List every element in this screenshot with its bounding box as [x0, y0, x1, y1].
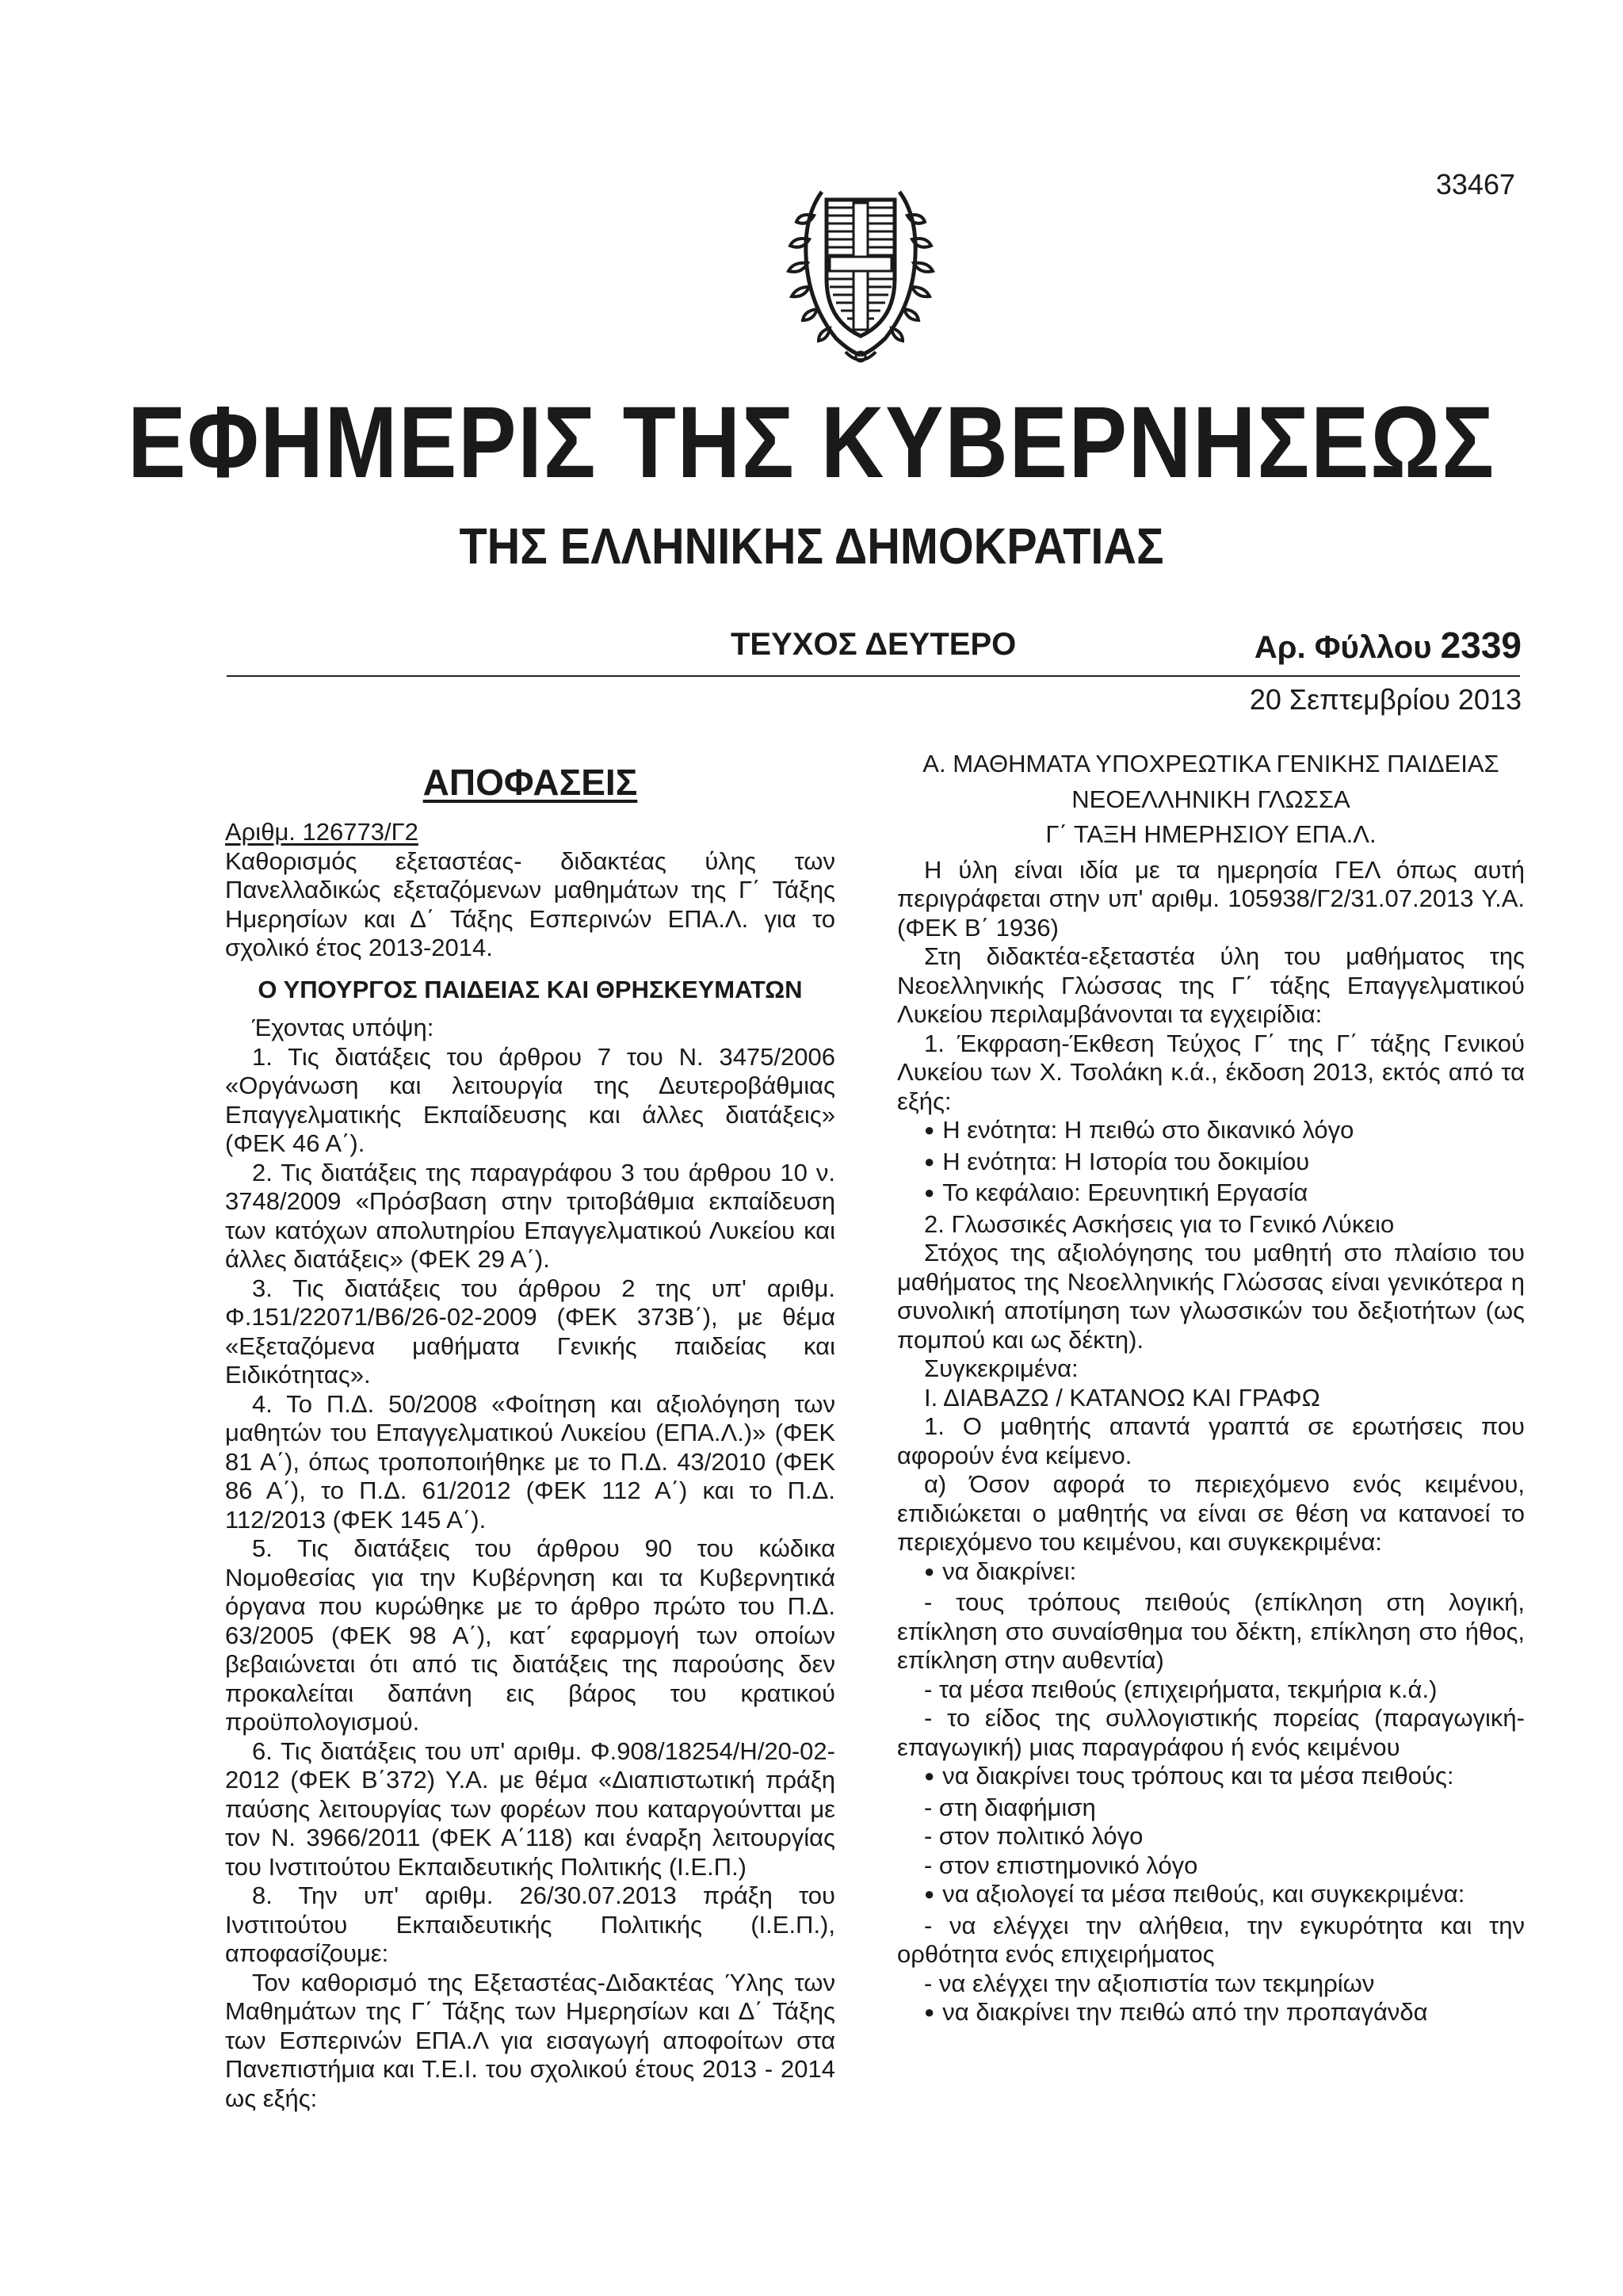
paragraph: - στον επιστημονικό λόγο [924, 1851, 1198, 1879]
paragraph: 5. Τις διατάξεις του άρθρου 90 του κώδικα Νομοθεσίας για την Κυβέρνηση και τα Κυβερνητικά όργανα που κυρώθηκε με το άρθρο πρώτο του Π.Δ. 63/2005 (ΦΕΚ 98 Α΄), κατ΄ εφαρμογή των οποίων βεβαιώνεται ότι από τις διατάξεις της παρούσης δεν προκαλείται δαπάνη εις βάρος του κρατικού προϋπολογισμού. [225, 1534, 835, 1736]
subject-heading: Γ΄ ΤΑΞΗ ΗΜΕΡΗΣΙΟΥ ΕΠΑ.Λ. [1045, 820, 1377, 848]
paragraph: 6. Τις διατάξεις του υπ' αριθμ. Φ.908/18254/Η/20-02-2012 (ΦΕΚ Β΄372) Υ.Α. με θέμα «Διαπιστωτική πράξη παύσης λειτουργίας των φορέων που καταργούντται με τον Ν. 3966/2011 (ΦΕΚ Α΄118) και έναρξη λειτουργίας του Ινστιτούτου Εκπαιδευτικής Πολιτικής (Ι.Ε.Π.) [225, 1736, 835, 1881]
paragraph: - τα μέσα πειθούς (επιχειρήματα, τεκμήρια κ.ά.) [924, 1675, 1438, 1703]
paragraph: Στη διδακτέα-εξεταστέα ύλη του μαθήματος της Νεοελληνικής Γλώσσας της Γ΄ τάξης Επαγγελματικού Λυκείου περιλαμβάνονται τα εγχειρίδια: [897, 942, 1525, 1028]
paragraph: Στόχος της αξιολόγησης του μαθητή στο πλαίσιο του μαθήματος της Νεοελληνικής Γλώσσας είναι γενικότερα η συνολική αποτίμηση των γλωσσικών του δεξιοτήτων (ως πομπού και ως δέκτη). [897, 1239, 1525, 1354]
paragraph: - να ελέγχει την αλήθεια, την εγκυρότητα και την ορθότητα ενός επιχειρήματος [897, 1911, 1525, 1968]
paragraph: 8. Την υπ' αριθμ. 26/30.07.2013 πράξη του Ινστιτούτου Εκπαιδευτικής Πολιτικής (Ι.Ε.Π.), αποφασίζουμε: [225, 1881, 835, 1967]
paragraph: Ι. ΔΙΑΒΑΖΩ / ΚΑΤΑΝΟΩ ΚΑΙ ΓΡΑΦΩ [924, 1383, 1320, 1412]
paragraph: 2. Γλωσσικές Ασκήσεις για το Γενικό Λύκειο [924, 1209, 1395, 1238]
section-heading: ΑΠΟΦΑΣΕΙΣ [422, 762, 638, 803]
paragraph: Συγκεκριμένα: [924, 1354, 1079, 1382]
paragraph: 4. Το Π.Δ. 50/2008 «Φοίτηση και αξιολόγηση των μαθητών του Επαγγελματικού Λυκείου (ΕΠΑ.Λ.)» (ΦΕΚ 81 Α΄), όπως τροποποιήθηκε με το Π.Δ. 43/2010 (ΦΕΚ 86 Α΄), το Π.Δ. 61/2012 (ΦΕΚ 112 Α΄) και το Π.Δ. 112/2013 (ΦΕΚ 145 Α΄). [225, 1389, 835, 1534]
paragraph: - να ελέγχει την αξιοπιστία των τεκμηρίων [924, 1969, 1375, 1997]
bullet-item: ● να διακρίνει την πειθώ από την προπαγάνδα [897, 1998, 1525, 2030]
issue-number [1254, 624, 1522, 667]
subject-heading: ΝΕΟΕΛΛΗΝΙΚΗ ΓΛΩΣΣΑ [1071, 785, 1350, 813]
having-regard: Έχοντας υπόψη: [252, 1014, 434, 1041]
masthead-title: ΕΦΗΜΕΡΙΣ ΤΗΣ ΚΥΒΕΡΝΗΣΕΩΣ [128, 386, 1495, 499]
bullet-item: ● Η ενότητα: Η Ιστορία του δοκιμίου [897, 1148, 1525, 1179]
bullet-item: ● να διακρίνει τους τρόπους και τα μέσα πειθούς: [897, 1762, 1525, 1794]
bullet-item: ● να διακρίνει: [897, 1557, 1525, 1589]
paragraph: Η ύλη είναι ιδία με τα ημερησία ΓΕΛ όπως αυτή περιγράφεται στην υπ' αριθμ. 105938/Γ2/31.07.2013 Υ.Α. (ΦΕΚ Β΄ 1936) [897, 855, 1525, 942]
paragraph: 2. Τις διατάξεις της παραγράφου 3 του άρθρου 10 ν. 3748/2009 «Πρόσβαση στην τριτοβάθμια εκπαίδευση των κατόχων απολυτηρίου Επαγγελματικού Λυκείου και άλλες διατάξεις» (ΦΕΚ 29 Α΄). [225, 1158, 835, 1273]
right-column [897, 750, 1525, 2030]
subject-heading: Α. ΜΑΘΗΜΑΤΑ ΥΠΟΧΡΕΩΤΙΚΑ ΓΕΝΙΚΗΣ ΠΑΙΔΕΙΑΣ [922, 750, 1499, 777]
header-divider [227, 675, 1520, 677]
page-number: 33467 [1435, 168, 1515, 201]
paragraph: α) Όσον αφορά το περιεχόμενο ενός κειμένου, επιδιώκεται ο μαθητής να είναι σε θέση να κατανοεί το περιεχόμενο του κειμένου, και συγκεκριμένα: [897, 1470, 1525, 1556]
paragraph: 1. Έκφραση-Έκθεση Τεύχος Γ΄ της Γ΄ τάξης Γενικού Λυκείου των Χ. Τσολάκη κ.ά., έκδοση 2013, εκτός από τα εξής: [897, 1029, 1525, 1115]
paragraph: - το είδος της συλλογιστικής πορείας (παραγωγική-επαγωγική) μιας παραγράφου ή ενός κειμένου [897, 1704, 1525, 1761]
paragraph: - τους τρόπους πειθούς (επίκληση στη λογική, επίκληση στο συναίσθημα του δέκτη, επίκληση στο ήθος, επίκληση στην αυθεντία) [897, 1588, 1525, 1674]
paragraph: 3. Τις διατάξεις του άρθρου 2 της υπ' αριθμ. Φ.151/22071/Β6/26-02-2009 (ΦΕΚ 373Β΄), με θέμα «Εξεταζόμενα μαθήματα Γενικής παιδείας και Ειδικότητας». [225, 1274, 835, 1389]
minister-heading: Ο ΥΠΟΥΡΓΟΣ ΠΑΙΔΕΙΑΣ ΚΑΙ ΘΡΗΣΚΕΥΜΑΤΩΝ [258, 975, 803, 1003]
left-column [225, 750, 835, 2113]
issue-sheet-number: 2339 [1440, 625, 1522, 666]
paragraph: 1. Ο μαθητής απαντά γραπτά σε ερωτήσεις που αφορούν ένα κείμενο. [897, 1412, 1525, 1469]
issue-sheet-label: Αρ. Φύλλου [1254, 630, 1432, 665]
paragraph: - στη διαφήμιση [924, 1793, 1096, 1821]
issue-date: 20 Σεπτεμβρίου 2013 [1249, 683, 1522, 716]
decision-number: Αριθμ. 126773/Γ2 [225, 818, 418, 846]
bullet-item: ● να αξιολογεί τα μέσα πειθούς, και συγκεκριμένα: [897, 1880, 1525, 1912]
bullet-item: ● Η ενότητα: Η πειθώ στο δικανικό λόγο [897, 1116, 1525, 1148]
issue-type: ΤΕΥΧΟΣ ΔΕΥΤΕΡΟ [731, 627, 1017, 662]
coat-of-arms-emblem [773, 168, 949, 374]
decision-title: Καθορισμός εξεταστέας- διδακτέας ύλης των Πανελλαδικώς εξεταζόμενων μαθημάτων της Γ΄ Τάξης Ημερησίων και Δ΄ Τάξης Εσπερινών ΕΠΑ.Λ. για το σχολικό έτος 2013-2014. [225, 846, 835, 961]
paragraph: 1. Τις διατάξεις του άρθρου 7 του Ν. 3475/2006 «Οργάνωση και λειτουργία της Δευτεροβάθμιας Επαγγελματικής Εκπαίδευσης και άλλες διατάξεις» (ΦΕΚ 46 Α΄). [225, 1042, 835, 1157]
paragraph: - στον πολιτικό λόγο [924, 1822, 1144, 1850]
masthead-subtitle: ΤΗΣ ΕΛΛΗΝΙΚΗΣ ΔΗΜΟΚΡΑΤΙΑΣ [459, 518, 1164, 575]
paragraph: Τον καθορισμό της Εξεταστέας-Διδακτέας Ύλης των Μαθημάτων της Γ΄ Τάξης των Ημερησίων και Δ΄ Τάξης των Εσπερινών ΕΠΑ.Λ για εισαγωγή αποφοίτων στα Πανεπιστήμια και Τ.Ε.Ι. του σχολικού έτους 2013 - 2014 ως εξής: [225, 1968, 835, 2112]
bullet-item: ● Το κεφάλαιο: Ερευνητική Εργασία [897, 1179, 1525, 1210]
